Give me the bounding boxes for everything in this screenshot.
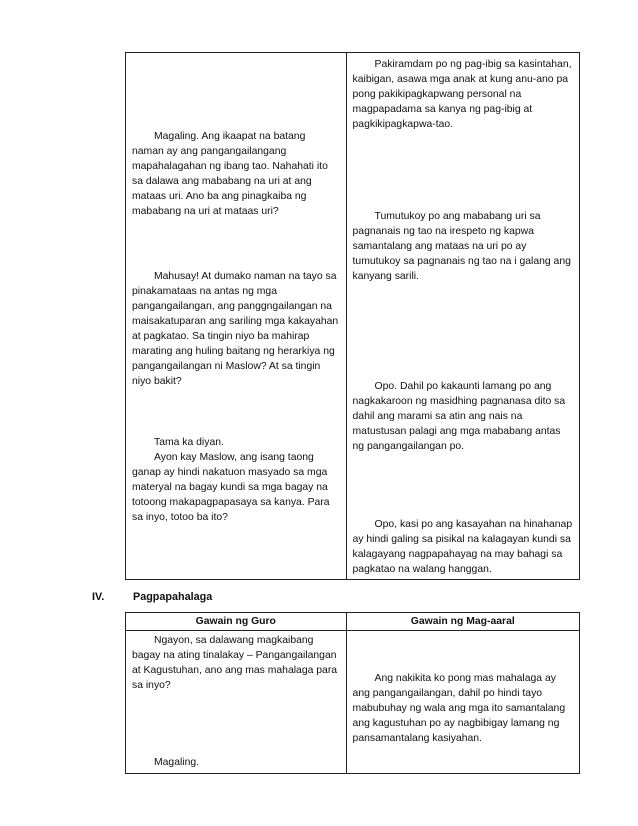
student-line: Tumutukoy po ang mababang uri sa pagnanais ng tao na irespeto ng kapwa samantalang ang mataas na uri po ay tumutukoy sa pagnanais ng tao na i galang ang kanyang sarili. [352, 211, 571, 282]
student-line: Opo, kasi po ang kasayahan na hinahanap ay hindi galing sa pisikal na kalagayan kundi sa kalagayang nagpapahayag na may bahagi sa pagkatao na walang hanggan. [352, 519, 573, 575]
teacher-column [126, 53, 347, 580]
column-header-teacher: Gawain ng Guro [126, 613, 347, 631]
student-line: Pakiramdam po ng pag-ibig sa kasintahan, kaibigan, asawa mga anak at kung anu-ano pa pong pakikipagkapwang personal na magpapadama sa kanya ng pag-ibig at pagkikipagkapwa-tao. [352, 59, 572, 130]
teacher-column [126, 631, 347, 774]
dialogue-table-2 [125, 612, 580, 774]
student-line: Opo. Dahil po kakaunti lamang po ang nagkakaroon ng masidhing pagnanasa dito sa dahil ang marami sa atin ang nais na matustusan palagi ang mga mababang antas ng pangangailangan po. [352, 381, 566, 452]
student-column [346, 631, 579, 774]
teacher-line: Ayon kay Maslow, ang isang taong ganap ay hindi nakatuon masyado sa mga materyal na bagay kundi sa mga bagay na totoong makapagpapasaya sa kanya. Para sa inyo, totoo ba ito? [132, 452, 330, 523]
student-line: Ang nakikita ko pong mas mahalaga ay ang pangangailangan, dahil po hindi tayo mabubuhay ng wala ang mga ito samantalang ang kagustuhan po ay nagbibigay lamang ng pansamantalang kasiyahan. [352, 673, 566, 744]
dialogue-table-1 [125, 52, 580, 580]
column-header-student: Gawain ng Mag-aaral [346, 613, 579, 631]
teacher-line: Tama ka diyan. [154, 437, 224, 448]
section-title: Pagpapahalaga [133, 591, 213, 603]
teacher-line: Mahusay! At dumako naman na tayo sa pinakamataas na antas ng mga pangangailangan, ang panggngailangan na maisakatuparan ang sariling mga kakayahan at pagkatao. Sa tingin niyo ba mahirap marating ang huling baitang ng herarkiya ng pangangailangan ni Maslow? At sa tingin niyo bakit? [132, 271, 339, 387]
teacher-line: Magaling. [154, 757, 200, 768]
student-column [346, 53, 579, 580]
section-number: IV. [92, 591, 105, 603]
teacher-line: Magaling. Ang ikaapat na batang naman ay ang pangangailangang mapahalagahan ng ibang tao. Nahahati ito sa dalawa ang mababang na uri at ang mataas uri. Ano ba ang pinagkaiba ng mababang na uri at mataas uri? [132, 131, 328, 217]
teacher-line: Ngayon, sa dalawang magkaibang bagay na ating tinalakay – Pangangailangan at Kagustuhan, ano ang mas mahalaga para sa inyo? [132, 635, 338, 691]
